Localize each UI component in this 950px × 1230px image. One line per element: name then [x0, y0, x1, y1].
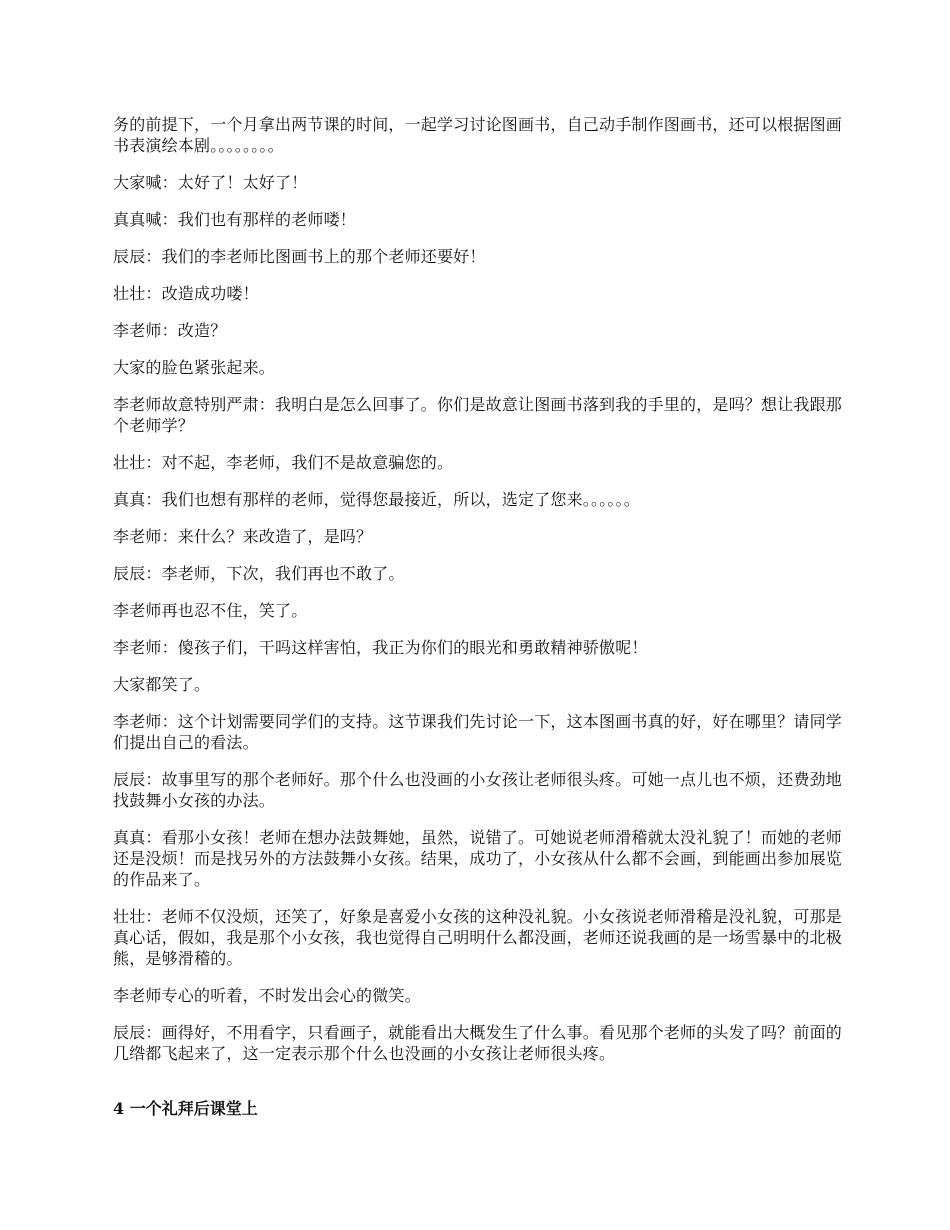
paragraph: 大家喊：太好了！太好了！: [113, 173, 308, 192]
paragraph: 壮壮：改造成功喽！: [113, 284, 259, 303]
paragraph: 李老师专心的听着，不时发出会心的微笑。: [113, 986, 421, 1005]
paragraph: 大家的脸色紧张起来。: [113, 358, 276, 377]
paragraph: 真真喊：我们也有那样的老师喽！: [113, 210, 357, 229]
paragraph: 辰辰：故事里写的那个老师好。那个什么也没画的小女孩让老师很头疼。可她一点儿也不烦，还费劲地找鼓舞小女孩的办法。: [113, 770, 843, 810]
paragraph: 李老师：改造？: [113, 321, 227, 340]
section-heading: 4 一个礼拜后课堂上: [113, 1099, 258, 1118]
paragraph: 辰辰：李老师，下次，我们再也不敢了。: [113, 564, 405, 583]
paragraph: 辰辰：画得好，不用看字，只看画子，就能看出大概发生了什么事。看见那个老师的头发了吗？前面的几绺都飞起来了，这一定表示那个什么也没画的小女孩让老师很头疼。: [113, 1023, 843, 1063]
paragraph: 务的前提下，一个月拿出两节课的时间，一起学习讨论图画书，自己动手制作图画书，还可以根据图画书表演绘本剧。。。。。。。。: [113, 115, 843, 155]
paragraph: 李老师：傻孩子们，干吗这样害怕，我正为你们的眼光和勇敢精神骄傲呢！: [113, 638, 648, 657]
paragraph: 李老师再也忍不住，笑了。: [113, 601, 308, 620]
paragraph: 李老师：来什么？来改造了，是吗？: [113, 527, 373, 546]
paragraph: 李老师：这个计划需要同学们的支持。这节课我们先讨论一下，这本图画书真的好，好在哪里？请同学们提出自己的看法。: [113, 712, 843, 752]
paragraph: 真真：看那小女孩！老师在想办法鼓舞她，虽然，说错了。可她说老师滑稽就太没礼貌了！而她的老师还是没烦！而是找另外的方法鼓舞小女孩。结果，成功了，小女孩从什么都不会画，到能画出参加展览的作品来了。: [113, 828, 843, 889]
paragraph: 壮壮：对不起，李老师，我们不是故意骗您的。: [113, 453, 454, 472]
paragraph: 壮壮：老师不仅没烦，还笑了，好象是喜爱小女孩的这种没礼貌。小女孩说老师滑稽是没礼貌，可那是真心话，假如，我是那个小女孩，我也觉得自己明明什么都没画，老师还说我画的是一场雪暴中的北极熊，是够滑稽的。: [113, 907, 843, 968]
paragraph: 辰辰：我们的李老师比图画书上的那个老师还要好！: [113, 247, 486, 266]
paragraph: 李老师故意特别严肃：我明白是怎么回事了。你们是故意让图画书落到我的手里的，是吗？想让我跟那个老师学？: [113, 395, 843, 435]
paragraph: 大家都笑了。: [113, 675, 211, 694]
paragraph: 真真：我们也想有那样的老师，觉得您最接近，所以，选定了您来。。。。。。: [113, 490, 641, 509]
